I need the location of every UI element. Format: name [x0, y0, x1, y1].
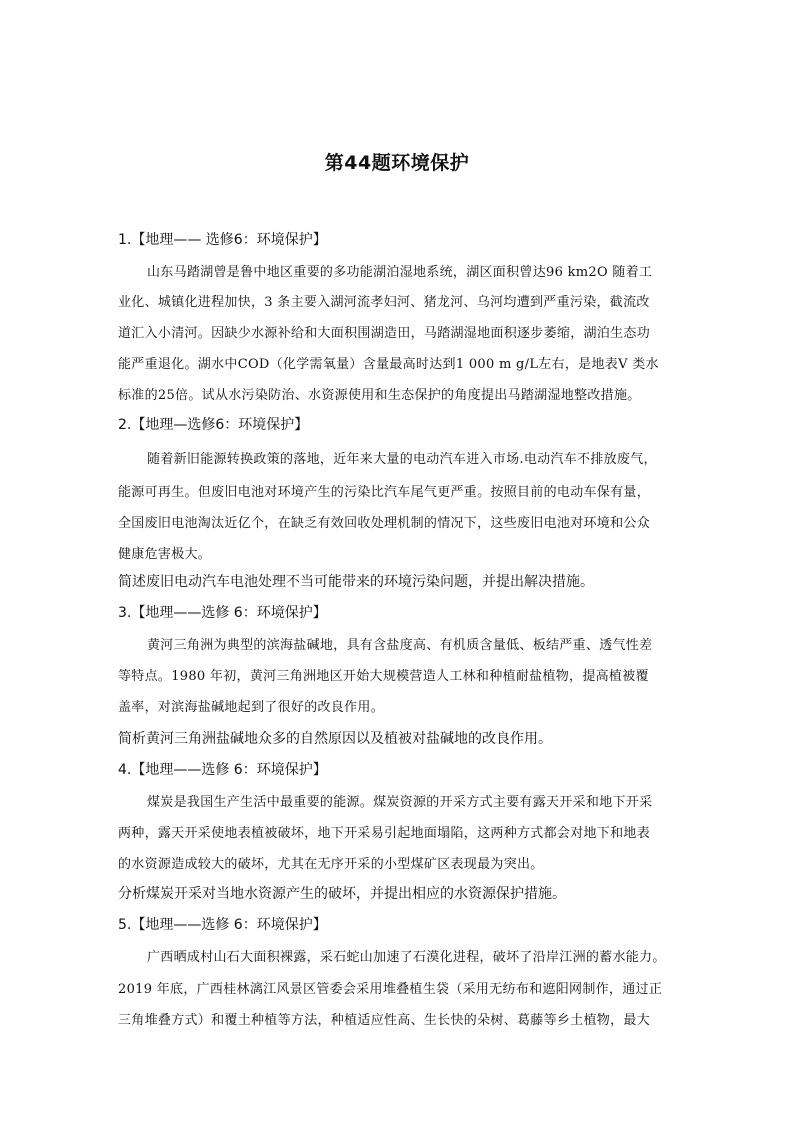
- item-2-line: 随着新旧能源转换政策的落地，近年来大量的电动汽车进入市场.电动汽车不排放废气，: [147, 452, 657, 467]
- item-4-heading: 4.【地理——选修 6：环境保护】: [118, 762, 327, 778]
- item-3-question: 简析黄河三角洲盐碱地众多的自然原因以及植被对盐碱地的改良作用。: [118, 731, 552, 747]
- item-2-heading: 2.【地理—选修6：环境保护】: [118, 417, 309, 433]
- item-1-line: 标准的25倍。试从水污染防治、水资源使用和生态保护的角度提出马踏湖湿地整改措施。: [118, 388, 641, 403]
- item-3-line: 黄河三角洲为典型的滨海盐碱地，具有含盐度高、有机质含量低、板结严重、透气性差: [147, 638, 653, 653]
- item-5-line: 三角堆叠方式）和覆土种植等方法，种植适应性高、生长快的朵树、葛藤等乡土植物，最大: [118, 1013, 651, 1028]
- item-2-question: 简述废旧电动汽车电池处理不当可能带来的环境污染问题，并提出解决措施。: [118, 574, 594, 590]
- item-5-line: 广西晒成村山石大面积裸露，采石蛇山加速了石漠化进程，破坏了沿岸江洲的蓄水能力。: [147, 950, 666, 965]
- item-4-line: 煤炭是我国生产生活中最重要的能源。煤炭资源的开采方式主要有露天开采和地下开采: [147, 795, 653, 810]
- item-5-line: 2019 年底，广西桂林漓江风景区管委会采用堆叠植生袋（采用无纺布和遮阳网制作，通过正: [118, 982, 663, 997]
- item-4-line: 的水资源造成较大的破坏，尤其在无序开采的小型煤矿区表现最为突出。: [118, 857, 544, 872]
- item-5-heading: 5.【地理——选修 6：环境保护】: [118, 917, 327, 933]
- item-1-heading: 1.【地理—— 选修6：环境保护】: [118, 232, 327, 248]
- page-title: 第44题环境保护: [324, 152, 470, 174]
- item-3-line: 等特点。1980 年初，黄河三角洲地区开始大规模营造人工林和种植耐盐植物，提高植被覆: [118, 669, 649, 684]
- item-1-line: 道汇入小清河。因缺少水源补给和大面积围湖造田，马踏湖湿地面积逐步萎缩，湖泊生态功: [118, 326, 651, 341]
- item-1-line: 业化、城镇化进程加快，3 条主要入湖河流孝妇河、猪龙河、乌河均遭到严重污染，截流改: [118, 295, 650, 310]
- item-4-line: 两种，露天开采使地表植被破坏，地下开采易引起地面塌陷，这两种方式都会对地下和地表: [118, 826, 651, 841]
- item-2-line: 健康危害极大。: [118, 547, 212, 562]
- item-4-question: 分析煤炭开采对当地水资源产生的破坏，并提出相应的水资源保护措施。: [118, 886, 566, 902]
- item-2-line: 能源可再生。但废旧电池对环境产生的污染比汽车尾气更严重。按照目前的电动车保有量，: [118, 485, 651, 500]
- item-3-heading: 3.【地理——选修 6：环境保护】: [118, 605, 327, 621]
- item-2-line: 全国废旧电池淘汰近亿个，在缺乏有效回收处理机制的情况下，这些废旧电池对环境和公众: [118, 516, 651, 531]
- item-1-line: 山东马踏湖曾是鲁中地区重要的多功能湖泊湿地系统，湖区面积曾达96 km2O 随着工: [147, 265, 653, 280]
- item-3-line: 盖率，对滨海盐碱地起到了很好的改良作用。: [118, 700, 385, 715]
- item-1-line: 能严重退化。湖水中COD（化学需氧量）含量最高时达到1 000 m g/L左右，是地表V 类水: [118, 357, 659, 372]
